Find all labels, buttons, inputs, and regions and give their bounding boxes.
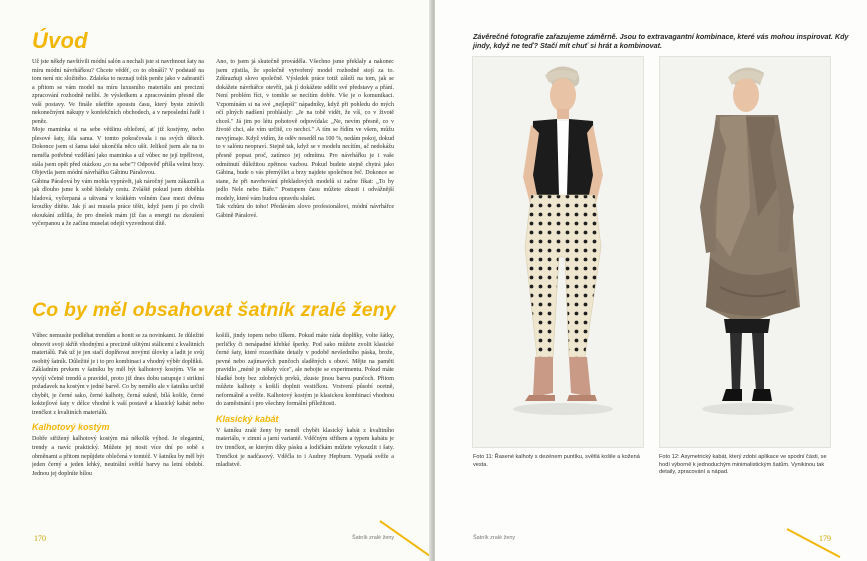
- wardrobe-paragraph: Základním prvkem v šatníku by měl být kalhotový kostým. Vše se vyvíjí včetně trendů a pravidel, proto již dnes dobu ustupuje i striktní požadavek na kostým v jedné barvě. Co by nemělo ale v šatníku určitě chybět, je černé sako, černé kalhoty, černá sukně, bílá košile, černé koktejlové šaty v délce vhodné k vaší postavě a klasický kabát nebo trenčkot z kvalitních materiálů.: [32, 367, 204, 416]
- page-number-right: 179: [819, 534, 831, 543]
- page-number-left: 170: [34, 534, 46, 543]
- heading-uvod: Úvod: [32, 28, 88, 53]
- photo-caption-1: Foto 11: Řasené kalhoty s dezénem puntíku, světlá košile a kožená vesta.: [473, 454, 640, 468]
- intro-paragraph: Moje maminka si na sebe většinu oblečení, ať již kostýmy, nebo plesové šaty, šila sama. V tomto pokračovala i na svých dětech. Dokonce jsem si šama také ukončila něco ušít. Jelikož jsem ale na to neměla potřebné vzdělání jako maminka a už vůbec ne její trpělivost, stála jsem opět před otázkou „co na sebe"? Odpověď přišla velmi brzy. Objevila jsem módní návrhářku Gábinu Páralovou.: [32, 127, 204, 177]
- wardrobe-column-1: [32, 332, 204, 524]
- corner-decoration-right: [787, 528, 841, 558]
- subheading-pantsuit: Kalhotový kostým: [32, 422, 110, 433]
- photo-intro-text: Závěrečné fotografie zařazujeme záměrně. Jsou to extravagantní kombinace, které vás mohou inspirovat. Kdy jindy, když ne teď? Stačí mít chuť si hrát a kombinovat.: [473, 32, 849, 51]
- model-dotted-trousers-illustration: [473, 57, 644, 448]
- photo-caption-2: Foto 12: Asymetrický kabát, který zdobí aplikace ve spodní části, se hodí výborně k jednoduchým minimalistickým šatům. Vynikinou tak detaily, zpracování a nápad.: [659, 454, 827, 476]
- model-coat-illustration: [660, 57, 831, 448]
- left-page: [0, 0, 432, 561]
- photo-dotted-trousers: [472, 56, 644, 448]
- right-page: [435, 0, 867, 561]
- running-head-left: Šatník zralé ženy: [352, 535, 395, 541]
- wardrobe-column-2: [216, 332, 394, 524]
- intro-column-1: [32, 58, 204, 288]
- wardrobe-paragraph: Vůbec nemusíte podléhat trendům a honit se za novinkami. Je důležité obnovit svoji skříň vhodnými a precizně ušitými stálicemi z kvalitních materiálů. Pak už je jen stačí doplňovat novými úlovky a ladit je svůj osobitý šatník. Důležité je i to pro kombinaci a vhodný výběr doplňků.: [32, 333, 204, 365]
- intro-paragraph: Tak vzhůru do toho! Předávám slovo profesionálovi, módní návrhářce Gábině Páralové.: [216, 204, 394, 219]
- running-head-right: Šatník zralé ženy: [473, 535, 516, 541]
- wardrobe-paragraph: košilí, jindy topem nebo tílkem. Pokud máte ráda doplňky, volte šátky, perličky či nenápadné křehké šperky. Pod sako můžete zvolit klasické černé šaty, které rozaviháte detaily v podobě nevšedního páska, brože, pevné nebo zajímavých punčoch sladěných s obuví. Mějte na paměti pravidlo „méně je někdy více", ale nebojte se experimentu. Pokud máte hladké boty bez zdobných prvků, zkuste jinou barvu punčoch. Přitom můžete kalhoty s košilí doplnit vestičkou. Vrstvení působí ocetně, neformálně a svěže. Kalhotový kostým je klasickou kombinací vhodnou do zaměstnání i pro všechny formální příležitosti.: [216, 333, 394, 408]
- intro-paragraph: Už jste někdy navštívili módní salón a nechali jste si navrhnout šaty na míru módní návrhářkou? Chcete věděť, co to obnáší? V podstatě na tom není nic složitého. Zdaleka to neznají tolik peněz jako v zahraničí a přitom se vám model na míru luxusního materiálu ani precizní zpracování rozhodně nelíbí. Je výsledkem a zpracováním přesně dle vaší postavy. Ve finále ušetříte spoustu času, který byste ztrávili nekonečnými nákupy v konfekčních obchodech, a v neposlední řadě i peněz.: [32, 59, 204, 125]
- pantsuit-paragraph: Dobře střižený kalhotový kostým má několik výhod. Je elegantní, trendy a navíc praktický. Můžete jej nosit více dní po sobě s obměnami a přitom nepůjdete oblečená v tomtéž. V šatníku by měl být jeden černý a jeden lehký, neutrální světlé barvy na letní období. Jednou jej doplníte bílou: [32, 436, 204, 477]
- heading-wardrobe: Co by měl obsahovat šatník zralé ženy: [32, 299, 396, 321]
- coat-paragraph: V šatníku zralé ženy by neměl chybět klasický kabát z kvalitního materiálu, v zimní a jarní variantě. Vděčným střihem a typem kabátu je trv trenčkot, se kterým díky pásku a lodičkám můžete vykouzlit i šaty. Trenčkot je nadčasový. Vděčla to i Audrey Hepburn. Vypadá svěže a mladistvě.: [216, 427, 394, 469]
- subheading-coat: Klasický kabát: [216, 413, 279, 424]
- intro-column-2: [216, 58, 394, 288]
- intro-paragraph: Ano, to jsem já skutečně prováděla. Všechno jsme překlaly a nakonec jsem zjistila, že společně vytvořený model rozhodně stojí za to. Zdůrazňuji slovo společně. Výsledek práce totiž záleží na tom, jak se dokážete návrhářce otevřít, jak jí dokážete sdělit své představy a přání. Není problém říct, v tomhle se necítím dobře. Vše je o komunikaci. Vzpomínám si na své „nejlepší" nápadníky, když při pohledu do mých očí plných nadšení prohlásily: „Je na tobě vidět, že víš, co v životě chceš." Já jim po létu pohotově odpovídala: „Ne, nevím přesně, co v životě chci, ale vím určitě, co nechci." A tím se řídím ve všem, můžu nevyjímaje. Když vidím, že oděv neseděl na 100 %, nedám pokoj, dokud to v salónu neopraví. Stejně tak, když se v modelu necítím, ač nedokážu přesně popsat proč, zatímco jej odmítnu. Pro návrhářku je i vaše odmítnutí důležitou zpětnou vazbou. Pokud budete stejně chytrá jako Gábina, bude o vás přemýšlet a brzy najdete společnou řeč. Dokonce se stane, že při navrhování překladových modelů si začne říkat: „To by jedlo Nele nebo Báře." Postupem času můžete zkusit i odvážnější modely, které vám budou opravdu slušet.: [216, 59, 394, 202]
- photo-asymmetric-coat: [659, 56, 831, 448]
- intro-paragraph: Gábina Páralová by vám mohla vyprávět, jak náročný jsem zákazník a jak dlouho jsme k sobě hledaly cestu. Zvláště pokud jsem doběhla hladová, vyčerpaná a uštvaná v krátkém volném čase mezi dvěma kroužky dítěte. Jak jí asi musela práce těšit, když jsem jí po chvíli okoukání zdílila, že pro dnešek mám již čas a energii na zkoušení vyčerpanou a že začínu muselat odejít vyzvednout dítě.: [32, 178, 204, 228]
